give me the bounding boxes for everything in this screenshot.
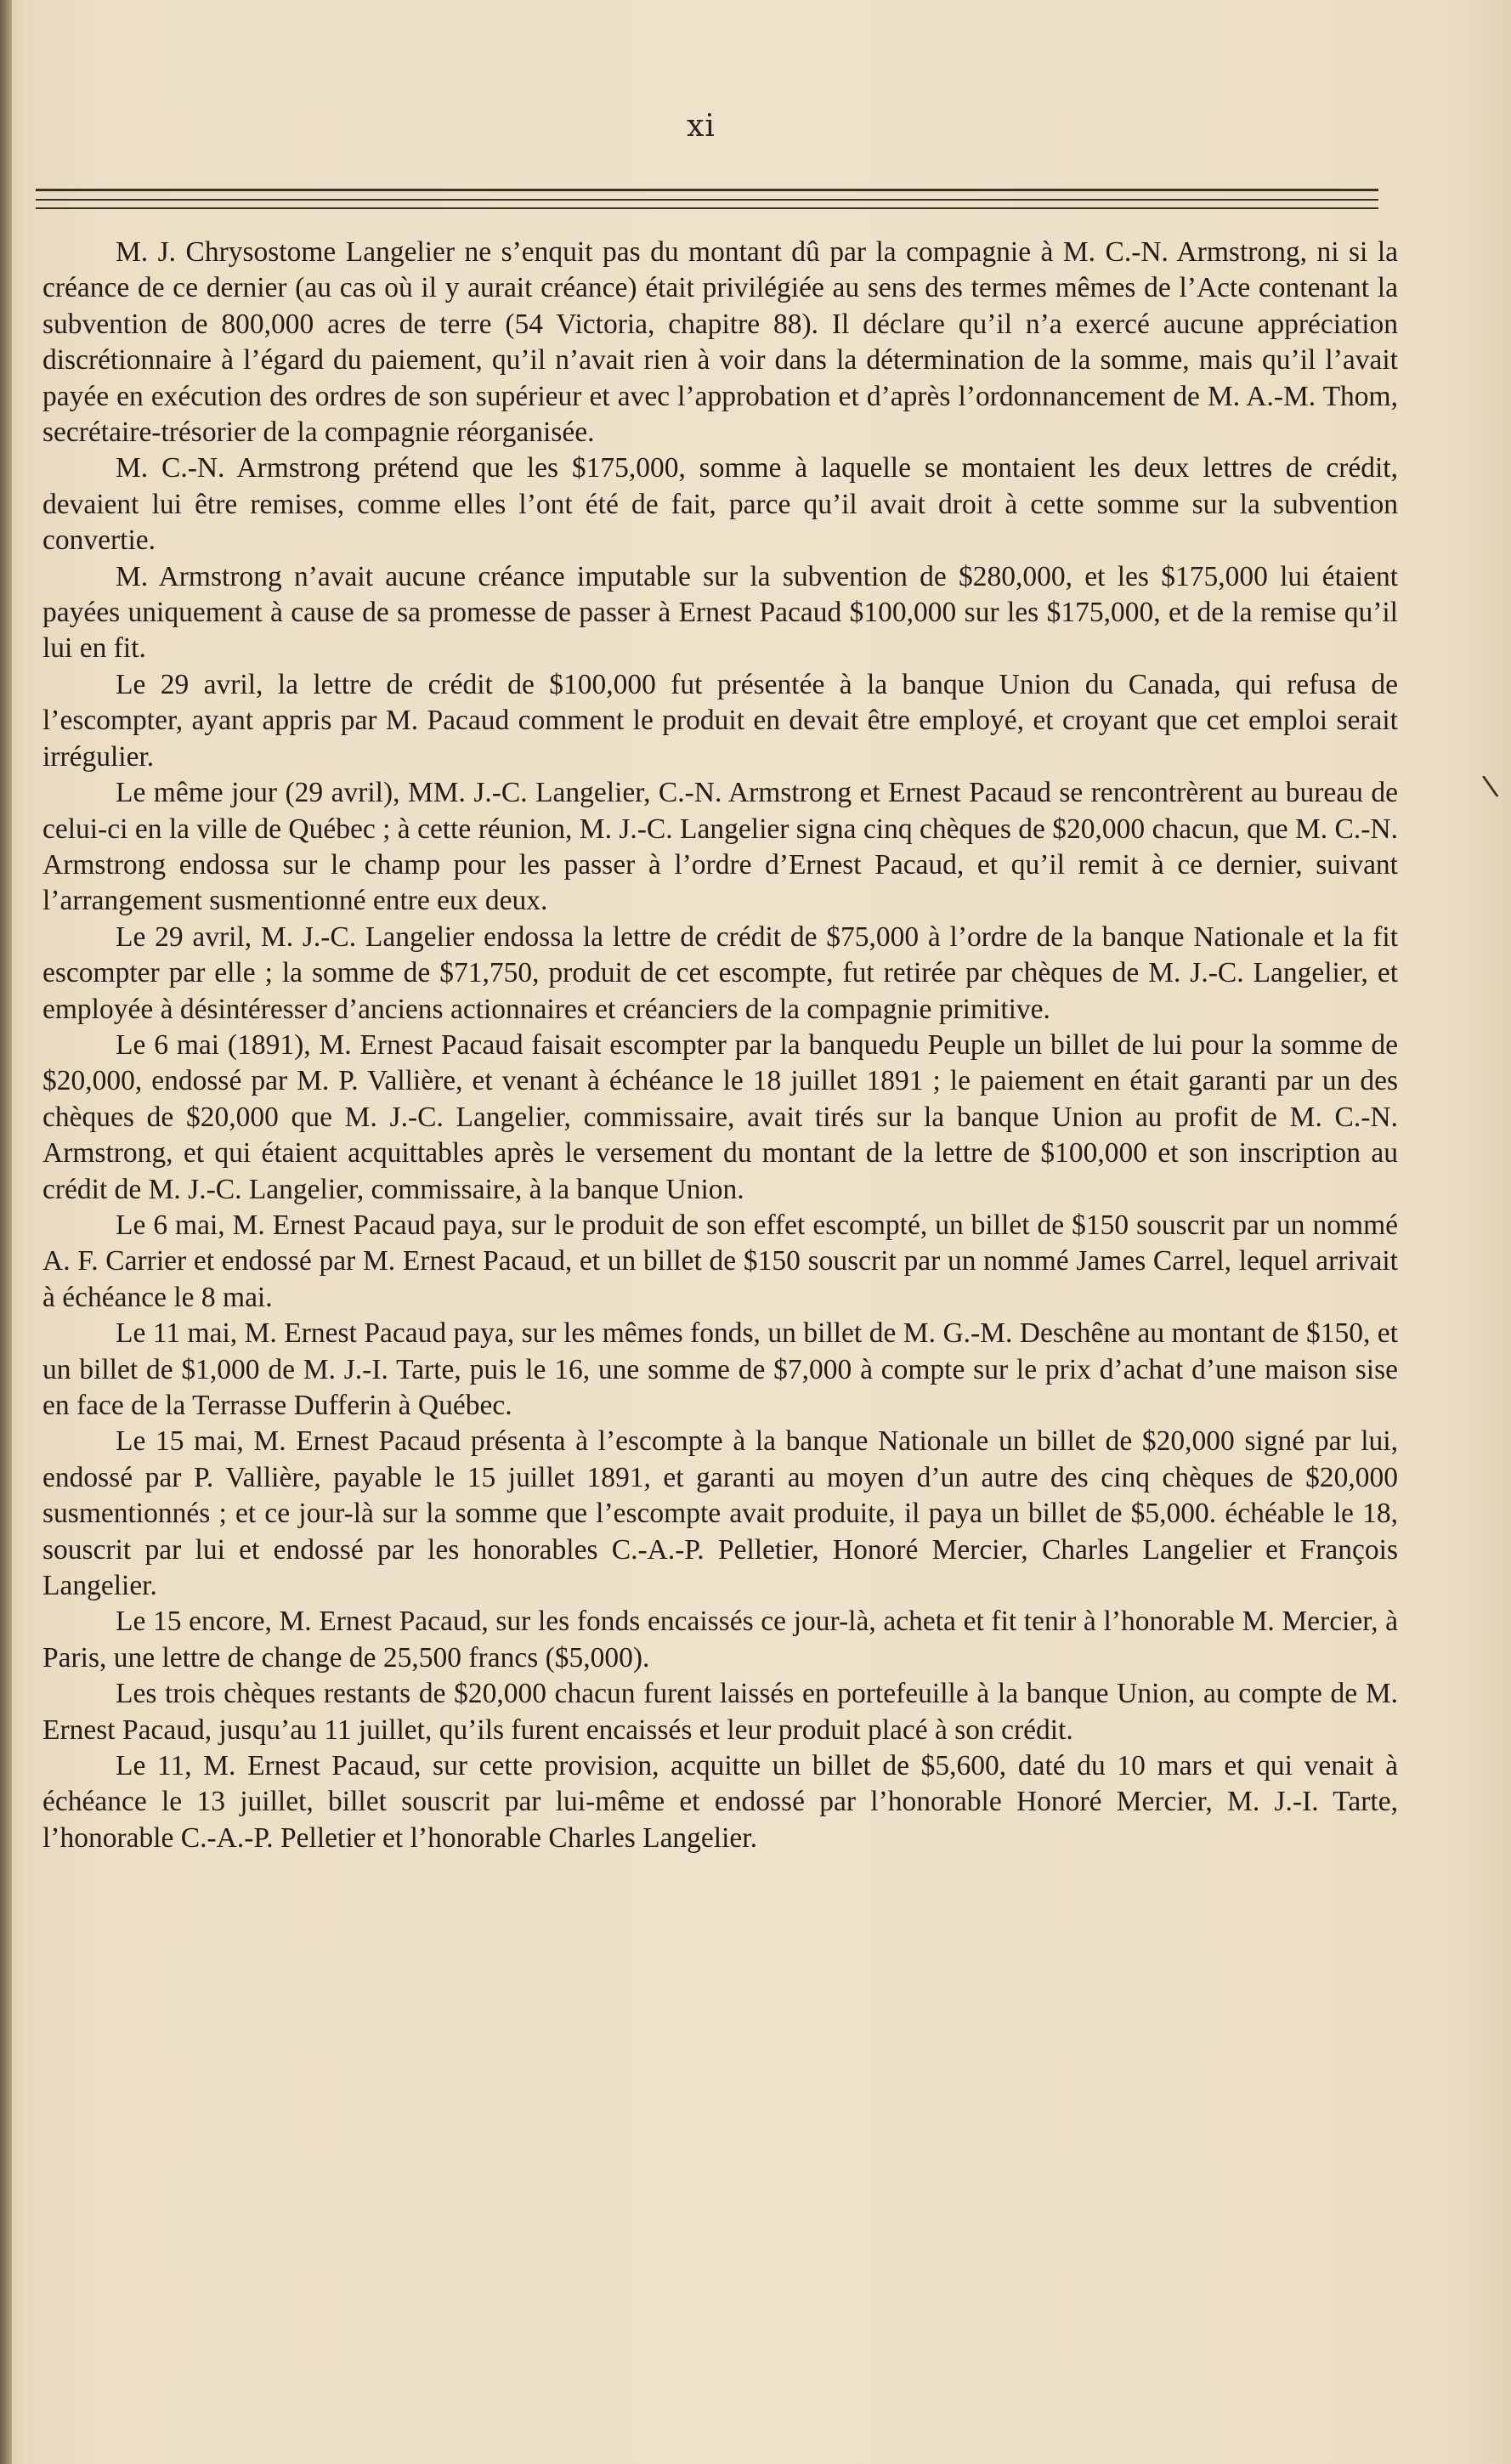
paragraph: Les trois chèques restants de $20,000 chacun furent laissés en portefeuille à la banque Union, au compte de M. Ernest Pacaud, jusqu’au 11 juillet, qu’ils furent encaissés et leur produit placé à son crédit. (42, 1678, 1398, 1746)
binding-edge (0, 0, 12, 2464)
paragraph: Le 6 mai, M. Ernest Pacaud paya, sur le produit de son effet escompté, un billet de $150 souscrit par un nommé A. F. Carrier et endossé par M. Ernest Pacaud, et un billet de $150 souscrit par un nommé James Carrel, lequel arrivait à échéance le 8 mai. (42, 1209, 1398, 1313)
header-rule-bottom (36, 207, 1378, 209)
paragraph: Le 15 mai, M. Ernest Pacaud présenta à l’escompte à la banque Nationale un billet de $20,000 signé par lui, endossé par P. Vallière, payable le 15 juillet 1891, et garanti au moyen d’un autre des cinq chèques de $20,000 susmentionnés ; et ce jour-là sur la somme que l’escompte avait produite, il paya un billet de $5,000. échéable le 18, souscrit par lui et endossé par les honorables C.-A.-P. Pelletier, Honoré Mercier, Charles Langelier et François Langelier. (42, 1425, 1398, 1602)
header-rule-middle (36, 199, 1378, 201)
paragraph: Le même jour (29 avril), MM. J.-C. Langelier, C.-N. Armstrong et Ernest Pacaud se rencontrèrent au bureau de celui-ci en la ville de Québec ; à cette réunion, M. J.-C. Langelier signa cinq chèques de $20,000 chacun, que M. C.-N. Armstrong endossa sur le champ pour les passer à l’ordre d’Ernest Pacaud, et qu’il remit à ce dernier, suivant l’arrangement susmentionné entre eux deux. (42, 777, 1398, 917)
paragraph: Le 29 avril, M. J.-C. Langelier endossa la lettre de crédit de $75,000 à l’ordre de la banque Nationale et la fit escompter par elle ; la somme de $71,750, produit de cet escompte, fut retirée par chèques de M. J.-C. Langelier, et employée à désintéresser d’anciens actionnaires et créanciers de la compagnie primitive. (42, 920, 1398, 1025)
paragraph: Le 11, M. Ernest Pacaud, sur cette provision, acquitte un billet de $5,600, daté du 10 mars et qui venait à échéance le 13 juillet, billet souscrit par lui-même et endossé par l’honorable Honoré Mercier, M. J.-I. Tarte, l’honorable C.-A.-P. Pelletier et l’honorable Charles Langelier. (42, 1750, 1398, 1854)
page-number: xi (687, 109, 716, 144)
paragraph: M. Armstrong n’avait aucune créance imputable sur la subvention de $280,000, et les $175,000 lui étaient payées uniquement à cause de sa promesse de passer à Ernest Pacaud $100,000 sur les $175,000, et de la remise qu’il lui en fit. (42, 560, 1398, 665)
paragraph: Le 15 encore, M. Ernest Pacaud, sur les fonds encaissés ce jour-là, acheta et fit tenir à l’honorable M. Mercier, à Paris, une lettre de change de 25,500 francs ($5,000). (42, 1606, 1398, 1674)
header-rule-top (36, 189, 1378, 191)
paragraph: Le 11 mai, M. Ernest Pacaud paya, sur les mêmes fonds, un billet de M. G.-M. Deschêne au montant de $150, et un billet de $1,000 de M. J.-I. Tarte, puis le 16, une somme de $7,000 à compte sur le prix d’achat d’une maison sise en face de la Terrasse Dufferin à Québec. (42, 1317, 1398, 1421)
paragraph: Le 29 avril, la lettre de crédit de $100,000 fut présentée à la banque Union du Canada, qui refusa de l’escompter, ayant appris par M. Pacaud comment le produit en devait être employé, et croyant que cet emploi serait irrégulier. (42, 668, 1398, 773)
paragraph: M. J. Chrysostome Langelier ne s’enquit pas du montant dû par la compagnie à M. C.-N. Armstrong, ni si la créance de ce dernier (au cas où il y aurait créance) était privilégiée au sens des termes mêmes de l’Acte contenant la subvention de 800,000 acres de terre (54 Victoria, chapitre 88). Il déclare qu’il n’a exercé aucune appréciation discrétionnaire à l’égard du paiement, qu’il n’avait rien à voir dans la détermination de la somme, mais qu’il l’avait payée en exécution des ordres de son supérieur et avec l’approbation et d’après l’ordonnancement de M. A.-M. Thom, secrétaire-trésorier de la compagnie réorganisée. (42, 236, 1398, 449)
paragraph: M. C.-N. Armstrong prétend que les $175,000, somme à laquelle se montaient les deux lettres de crédit, devaient lui être remises, comme elles l’ont été de fait, parce qu’il avait droit à cette somme sur la subvention convertie. (42, 452, 1398, 557)
paragraph: Le 6 mai (1891), M. Ernest Pacaud faisait escompter par la banquedu Peuple un billet de lui pour la somme de $20,000, endossé par M. P. Vallière, et venant à échéance le 18 juillet 1891 ; le paiement en était garanti par un des chèques de $20,000 que M. J.-C. Langelier, commissaire, avait tirés sur la banque Union au profit de M. C.-N. Armstrong, et qui étaient acquittables après le versement du montant de la lettre de $100,000 et son inscription au crédit de M. J.-C. Langelier, commissaire, à la banque Union. (42, 1028, 1398, 1205)
body-text (42, 235, 1398, 1856)
margin-pencil-mark: \ (1480, 768, 1501, 804)
